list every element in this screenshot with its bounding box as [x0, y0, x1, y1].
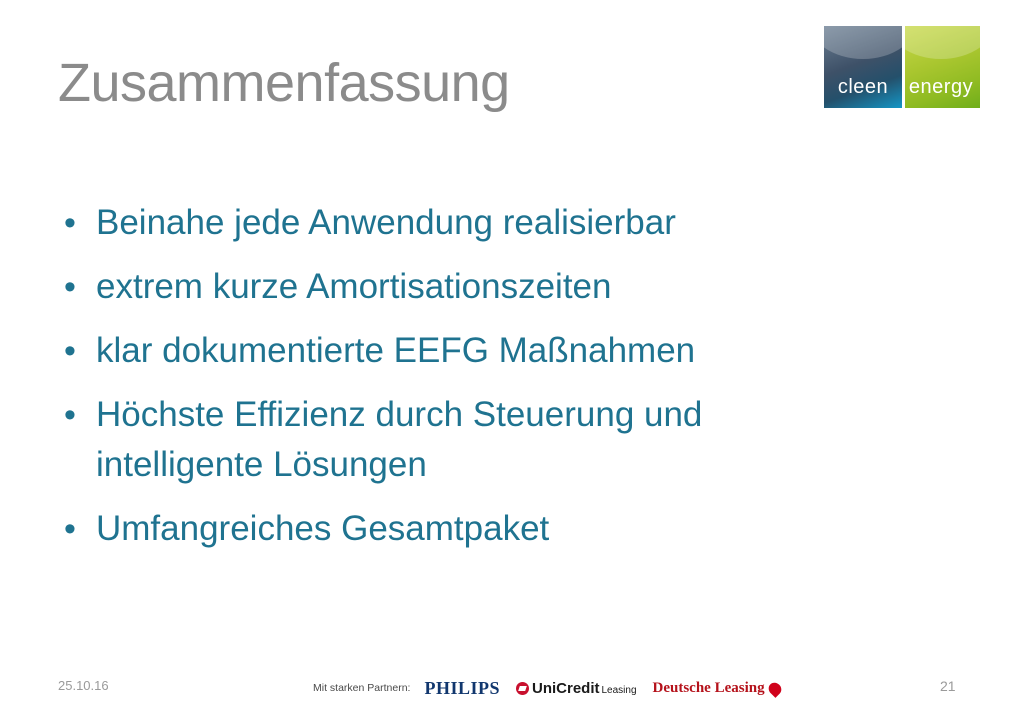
list-item-label: Beinahe jede Anwendung realisierbar — [96, 203, 676, 242]
list-item-label: Höchste Effizienz durch Steuerung und intelligente Lösungen — [96, 395, 703, 484]
page-title: Zusammenfassung — [58, 53, 510, 113]
list-item — [58, 390, 888, 490]
logo-right-word: energy — [908, 76, 974, 98]
bullet-dot-icon: • — [64, 204, 76, 242]
logo-right-panel — [902, 26, 980, 108]
partners-label: Mit starken Partnern: — [313, 682, 411, 694]
list-item-label: klar dokumentierte EEFG Maßnahmen — [96, 331, 696, 370]
deutsche-leasing-logo: Deutsche Leasing — [652, 679, 765, 696]
unicredit-name: UniCredit — [531, 679, 600, 697]
partner-logos — [313, 676, 781, 700]
cleen-energy-logo — [824, 26, 980, 108]
unicredit-mark-icon — [516, 682, 529, 695]
bullet-dot-icon: • — [64, 510, 76, 548]
bullet-dot-icon: • — [64, 332, 76, 370]
bullet-dot-icon: • — [64, 268, 76, 306]
list-item — [58, 326, 888, 376]
logo-left-word: cleen — [837, 76, 889, 98]
unicredit-leasing-logo — [516, 680, 637, 697]
list-item — [58, 262, 888, 312]
philips-logo: PHILIPS — [424, 677, 500, 698]
list-item-label: Umfangreiches Gesamtpaket — [96, 509, 550, 548]
list-item-label: extrem kurze Amortisationszeiten — [96, 267, 612, 306]
deutsche-leasing-drop-icon — [769, 683, 781, 697]
unicredit-sub: Leasing — [601, 684, 637, 696]
list-item — [58, 198, 888, 248]
bullet-dot-icon: • — [64, 396, 76, 434]
logo-left-panel — [824, 26, 902, 108]
list-item — [58, 504, 888, 554]
logo-divider — [902, 26, 905, 108]
bullet-list — [58, 198, 888, 568]
page-number: 21 — [940, 678, 956, 694]
footer-date: 25.10.16 — [58, 678, 109, 693]
